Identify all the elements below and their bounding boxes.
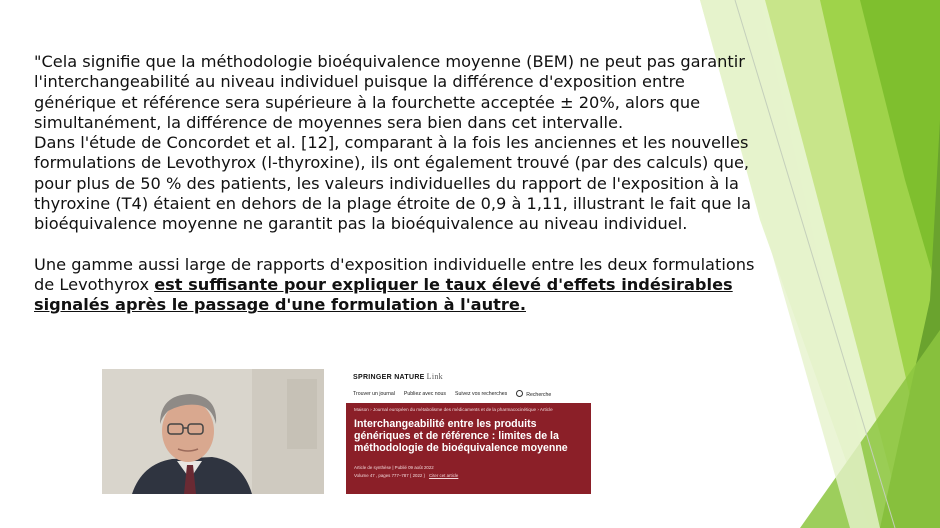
cite-article-link[interactable]: Citer cet article bbox=[429, 473, 459, 478]
brand-suffix: Link bbox=[426, 372, 443, 381]
article-nav bbox=[353, 389, 560, 398]
nav-search-label: Recherche bbox=[526, 392, 552, 398]
article-meta-volume bbox=[354, 473, 458, 478]
nav-track-research[interactable]: Suivez vos recherches bbox=[455, 390, 508, 397]
body-text bbox=[34, 52, 764, 316]
conclusion-emphasis-text: est suffisante pour expliquer le taux élevé d'effets indésirables signalés après le passage d'une formulation à l'autre. bbox=[34, 274, 733, 315]
nav-search[interactable] bbox=[516, 389, 551, 398]
speaker-photo bbox=[102, 369, 324, 494]
article-volume: Volume 47 , pages 777–787 ( 2022 ) bbox=[354, 473, 426, 478]
brand-name: SPRINGER NATURE bbox=[353, 374, 425, 381]
paragraph-bem-quote: "Cela signifie que la méthodologie bioéquivalence moyenne (BEM) ne peut pas garantir l'interchangeabilité au niveau individuel puisque la différence d'exposition entre générique et référence sera supérieure à la fourchette acceptée ± 20%, alors que simultanément, la différence de moyennes sera bien dans cet intervalle. bbox=[34, 52, 745, 132]
paragraph-concordet-study: Dans l'étude de Concordet et al. [12], comparant à la fois les anciennes et les nouvelles formulations de Levothyrox (l-thyroxine), ils ont également trouvé (par des calculs) que, pour plus de 50 % des patients, les valeurs individuelles du rapport de l'exposition à la thyroxine (T4) étaient en dehors de la plage étroite de 0,9 à 1,11, illustrant le fait que la bioéquivalence moyenne ne garantit pas la bioéquivalence au niveau individuel. bbox=[34, 133, 751, 234]
paragraph-conclusion bbox=[34, 255, 764, 316]
article-banner bbox=[346, 403, 591, 494]
article-screenshot bbox=[346, 369, 591, 494]
nav-find-journal[interactable]: Trouver un journal bbox=[353, 390, 395, 397]
article-header bbox=[346, 369, 591, 403]
conclusion-plain-text: Une gamme aussi large de rapports d'exposition individuelle entre les deux formulations de Levothyrox bbox=[34, 254, 755, 294]
search-icon bbox=[516, 390, 523, 397]
article-title: Interchangeabilité entre les produits génériques et de référence : limites de la méthodologie de bioéquivalence moyenne bbox=[354, 418, 568, 454]
springer-brand bbox=[353, 372, 443, 381]
article-meta-type-date: Article de synthèse | Publié 09 août 2022 bbox=[354, 465, 434, 470]
speaker-portrait-illustration bbox=[102, 369, 324, 494]
nav-publish[interactable]: Publiez avec nous bbox=[403, 390, 447, 397]
paragraph-gap bbox=[34, 235, 764, 255]
photo-door-panel bbox=[287, 379, 317, 449]
breadcrumb: Maison › Journal européen du métabolisme des médicaments et de la pharmacocinétique › Article bbox=[354, 407, 553, 412]
